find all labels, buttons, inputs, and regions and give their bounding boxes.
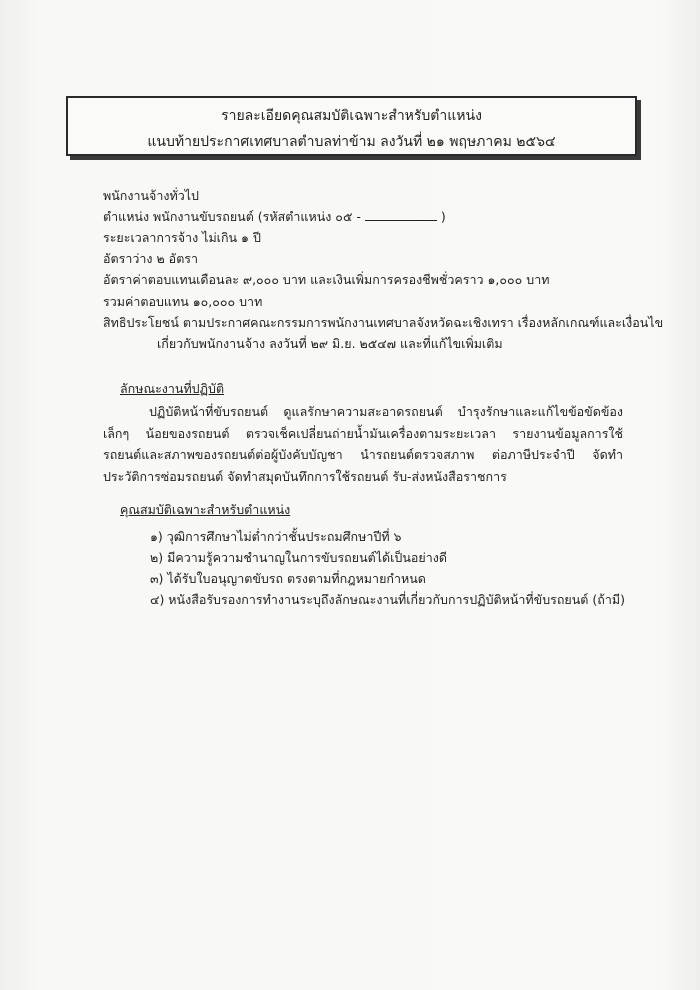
vacancies: อัตราว่าง ๒ อัตรา bbox=[103, 251, 199, 266]
position-text: ตำแหน่ง พนักงานขับรถยนต์ (รหัสตำแหน่ง ๐๕ - bbox=[103, 209, 361, 224]
duties-heading: ลักษณะงานที่ปฏิบัติ bbox=[120, 381, 225, 396]
employment-term: ระยะเวลาการจ้าง ไม่เกิน ๑ ปี bbox=[103, 230, 261, 245]
benefits-line-1: สิทธิประโยชน์ ตามประกาศคณะกรรมการพนักงานเทศบาลจังหวัดฉะเชิงเทรา เรื่องหลักเกณฑ์และเงื่อนไข bbox=[103, 315, 664, 330]
salary-line: อัตราค่าตอบแทนเดือนละ ๙,๐๐๐ บาท และเงินเพิ่มการครองชีพชั่วคราว ๑,๐๐๐ บาท bbox=[103, 272, 550, 287]
duties-paragraph: ปฏิบัติหน้าที่ขับรถยนต์ ดูแลรักษาความสะอาดรถยนต์ บำรุงรักษาและแก้ไขข้อขัดข้องเล็กๆ น้อยของรถยนต์ ตรวจเช็คเปลี่ยนถ่ายน้ำมันเครื่องตามระยะเวลา รายงานข้อมูลการใช้รถยนต์และสภาพของรถยนต์ต่อผู้บังคับบัญชา นำรถยนต์ตรวจสภาพ ต่อภาษีประจำปี จัดทำประวัติการซ่อมรถยนต์ จัดทำสมุดบันทึกการใช้รถยนต์ รับ-ส่งหนังสือราชการ bbox=[103, 404, 623, 484]
qualification-item: ๒) มีความรู้ความชำนาญในการขับรถยนต์ได้เป็นอย่างดี bbox=[150, 550, 447, 565]
employee-category: พนักงานจ้างทั่วไป bbox=[103, 188, 199, 203]
qualification-item: ๑) วุฒิการศึกษาไม่ต่ำกว่าชั้นประถมศึกษาปีที่ ๖ bbox=[150, 529, 402, 544]
qualifications-heading: คุณสมบัติเฉพาะสำหรับตำแหน่ง bbox=[120, 502, 291, 517]
position-code-blank bbox=[365, 208, 437, 221]
title-line-2: แนบท้ายประกาศเทศบาลตำบลท่าข้าม ลงวันที่ ๒๑ พฤษภาคม ๒๕๖๔ bbox=[147, 134, 556, 150]
title-line-1: รายละเอียดคุณสมบัติเฉพาะสำหรับตำแหน่ง bbox=[221, 108, 482, 124]
benefits-line-2: เกี่ยวกับพนักงานจ้าง ลงวันที่ ๒๙ มิ.ย. ๒๕๔๗ และที่แก้ไขเพิ่มเติม bbox=[157, 336, 503, 351]
position-close: ) bbox=[440, 209, 446, 224]
position-line bbox=[103, 207, 446, 227]
total-compensation: รวมค่าตอบแทน ๑๐,๐๐๐ บาท bbox=[103, 294, 263, 309]
title-box bbox=[66, 96, 637, 156]
qualification-item: ๓) ได้รับใบอนุญาตขับรถ ตรงตามที่กฎหมายกำหนด bbox=[150, 571, 426, 586]
qualification-item: ๔) หนังสือรับรองการทำงานระบุถึงลักษณะงานที่เกี่ยวกับการปฏิบัติหน้าที่ขับรถยนต์ (ถ้ามี) bbox=[150, 592, 625, 607]
